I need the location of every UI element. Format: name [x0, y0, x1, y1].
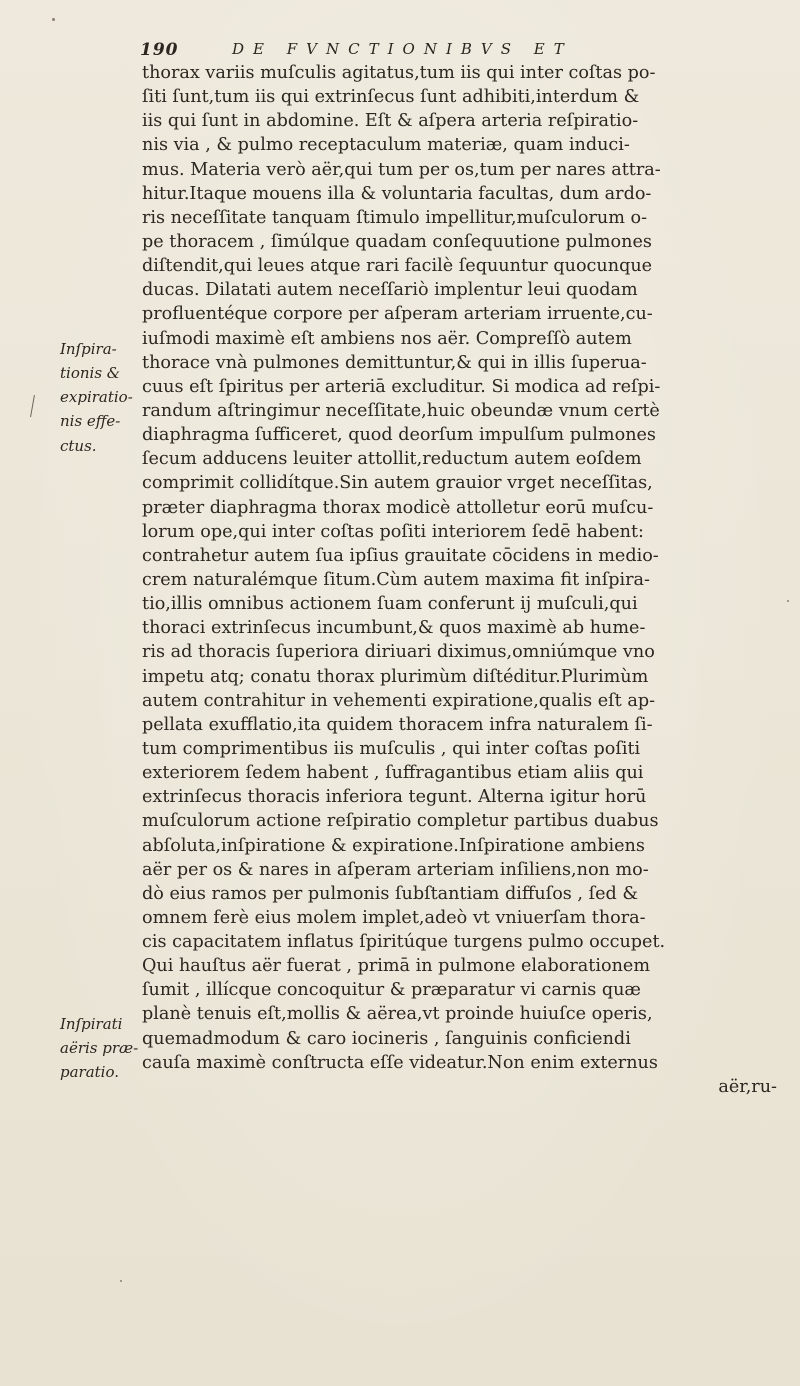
margin-note-line: Inſpira- [60, 340, 117, 358]
text-line: mus. Materia verò aër,qui tum per os,tum per nares attra- [142, 159, 661, 180]
text-line: iis qui ſunt in abdomine. Eſt & aſpera arteria reſpiratio- [142, 111, 639, 132]
catchword: aër,ru- [718, 1076, 777, 1097]
margin-note-line: ctus. [60, 436, 97, 455]
text-line: crem naturalémque ſitum.Cùm autem maxima fit inſpira- [142, 569, 650, 590]
margin-note-line: Inſpirati [60, 1015, 123, 1033]
text-line: hitur.Itaque mouens illa & voluntaria facultas, dum ardo- [142, 183, 652, 204]
text-line: lorum ope,qui inter coſtas poſiti interiorem ſedē habent: [142, 521, 644, 542]
text-line: ris ad thoracis ſuperiora diriuari diximus,omniúmque vno [142, 642, 655, 663]
running-title: DE FVNCTIONIBVS ET [232, 40, 573, 58]
margin-pen-mark [30, 395, 45, 417]
paper-speck [787, 600, 789, 602]
text-line: quemadmodum & caro iocineris , ſanguinis conficiendi [142, 1028, 631, 1049]
text-line: Qui hauſtus aër fuerat , primā in pulmone elaborationem [142, 956, 651, 977]
text-line: nis via , & pulmo receptaculum materiæ, quam induci- [142, 135, 630, 156]
margin-note-line: aëris præ- [60, 1039, 139, 1058]
margin-note-line: nis effe- [60, 412, 121, 431]
paper-speck [52, 18, 55, 21]
text-line: pellata exufflatio,ita quidem thoracem infra naturalem ſi- [142, 714, 653, 735]
text-line: profluentéque corpore per aſperam arteriam irruente,cu- [142, 304, 653, 325]
text-line: diaphragma ſufficeret, quod deorſum impulſum pulmones [142, 425, 656, 446]
paper-speck [120, 1280, 122, 1282]
text-line: iuſmodi maximè eſt ambiens nos aër. Compreſſò autem [142, 328, 632, 349]
text-line: contrahetur autem ſua ipſius grauitate cōcidens in medio- [142, 545, 659, 566]
margin-note-inspiration-expiration [60, 337, 142, 458]
text-line: ducas. Dilatati autem neceſſariò implentur leui quodam [142, 280, 638, 301]
body-text [142, 61, 777, 1099]
margin-note-line: expiratio- [60, 388, 133, 407]
text-line: ſiti ſunt,tum iis qui extrinſecus ſunt adhibiti,interdum & [142, 87, 640, 108]
text-line: præter diaphragma thorax modicè attolletur eorū muſcu- [142, 497, 654, 518]
margin-note-air-preparation [60, 1012, 142, 1084]
text-line: tio,illis omnibus actionem ſuam conferunt ij muſculi,qui [142, 594, 638, 615]
text-line: aër per os & nares in aſperam arteriam inſiliens,non mo- [142, 859, 649, 880]
margin-note-line: tionis & [60, 364, 121, 383]
text-line: cuus eſt ſpiritus per arteriā excluditur. Si modica ad reſpi- [142, 376, 661, 397]
margin-note-line: paratio. [60, 1063, 120, 1082]
text-line: comprimit collidítque.Sin autem grauior vrget neceſſitas, [142, 473, 653, 494]
text-line: diſtendit,qui leues atque rari facilè ſequuntur quocunque [142, 256, 653, 277]
page-number: 190 [140, 40, 179, 60]
text-line: thorax variis muſculis agitatus,tum iis qui inter coſtas po- [142, 63, 656, 83]
text-line: autem contrahitur in vehementi expiratione,qualis eſt ap- [142, 690, 656, 711]
text-line: impetu atq; conatu thorax plurimùm diſtéditur.Plurimùm [142, 666, 649, 687]
text-line: randum aſtringimur neceſſitate,huic obeundæ vnum certè [142, 400, 660, 421]
text-line: cis capacitatem inflatus ſpiritúque turgens pulmo occupet. [142, 932, 666, 953]
text-line: tum comprimentibus iis muſculis , qui inter coſtas poſiti [142, 738, 641, 759]
text-line: planè tenuis eſt,mollis & aërea,vt proinde huiuſce operis, [142, 1004, 653, 1025]
text-line: exteriorem ſedem habent , ſuffragantibus etiam aliis qui [142, 763, 644, 784]
text-line: dò eius ramos per pulmonis ſubſtantiam diffuſos , ſed & [142, 883, 639, 904]
text-line: omnem ferè eius molem implet,adeò vt vniuerſam thora- [142, 907, 646, 928]
text-line: ris neceſſitate tanquam ſtimulo impellitur,muſculorum o- [142, 207, 648, 228]
text-line: extrinſecus thoracis inferiora tegunt. Alterna igitur horū [142, 787, 647, 808]
text-line: abſoluta,inſpiratione & expiratione.Inſpiratione ambiens [142, 835, 645, 856]
text-line: muſculorum actione reſpiratio completur partibus duabus [142, 811, 659, 832]
running-head [140, 40, 760, 62]
text-line: thorace vnà pulmones demittuntur,& qui in illis ſuperua- [142, 352, 647, 373]
text-line: thoraci extrinſecus incumbunt,& quos maximè ab hume- [142, 618, 646, 639]
text-line: ſumit , illícque concoquitur & præparatur vi carnis quæ [142, 980, 641, 1001]
text-line: ſecum adducens leuiter attollit,reductum autem eoſdem [142, 449, 642, 470]
text-line: cauſa maximè conſtructa eſſe videatur.Non enim externus [142, 1052, 658, 1073]
text-line: pe thoracem , ſimúlque quadam conſequutione pulmones [142, 231, 652, 252]
